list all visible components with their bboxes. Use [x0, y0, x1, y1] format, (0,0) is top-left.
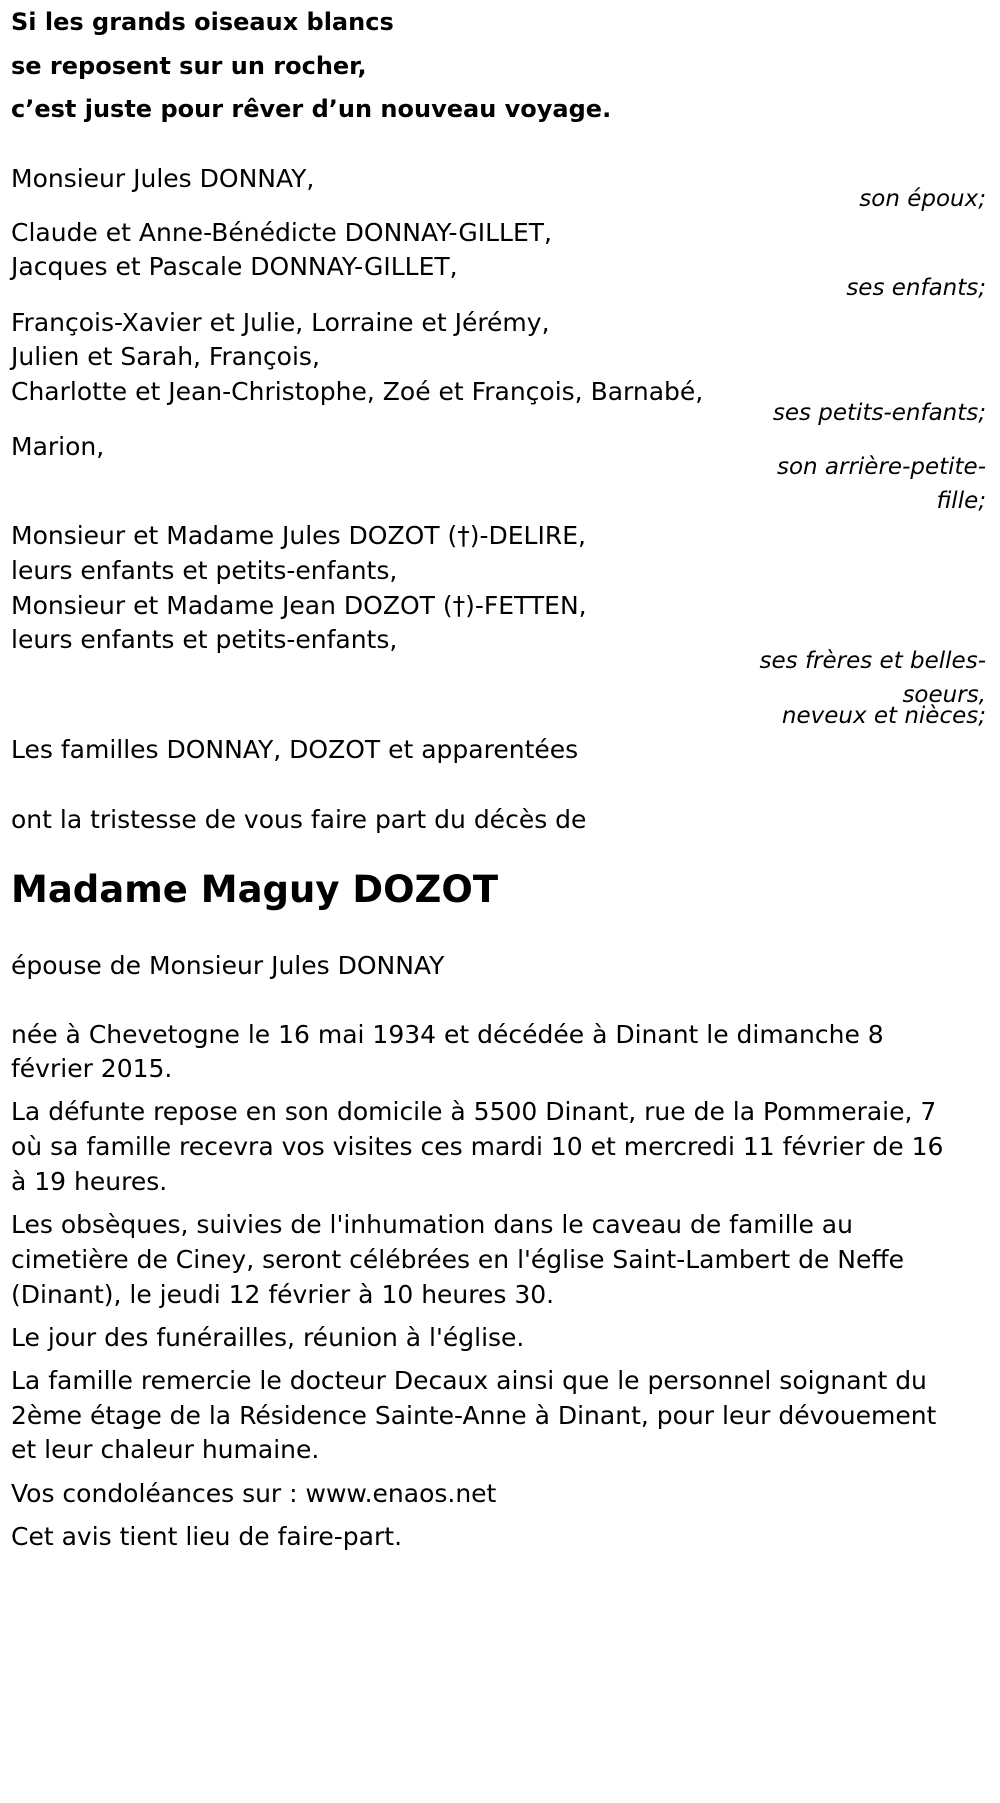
siblings-line-3: Monsieur et Madame Jean DOZOT (†)-FETTEN, — [11, 591, 587, 620]
spouse-name: Monsieur Jules DONNAY, — [11, 164, 315, 193]
birth-death-line-1: née à Chevetogne le 16 mai 1934 et décédée à Dinant le dimanche 8 — [11, 1020, 884, 1049]
great-grandchild-name: Marion, — [11, 432, 105, 461]
grandchildren-line-2: Julien et Sarah, François, — [11, 342, 320, 371]
children-role: ses enfants; — [846, 275, 986, 301]
siblings-line-2: leurs enfants et petits-enfants, — [11, 556, 398, 585]
announcement-line: ont la tristesse de vous faire part du décès de — [11, 805, 587, 834]
repose-line-3: à 19 heures. — [11, 1167, 168, 1196]
great-grandchild-role-line-2: fille; — [936, 488, 986, 514]
funeral-line-3: (Dinant), le jeudi 12 février à 10 heures 30. — [11, 1280, 555, 1309]
poem-line-1: Si les grands oiseaux blancs — [11, 8, 394, 36]
children-line-2: Jacques et Pascale DONNAY-GILLET, — [11, 252, 458, 281]
families-line: Les familles DONNAY, DOZOT et apparentées — [11, 735, 579, 764]
deceased-name: Madame Maguy DOZOT — [11, 868, 499, 911]
grandchildren-role: ses petits-enfants; — [772, 400, 986, 426]
repose-line-1: La défunte repose en son domicile à 5500 Dinant, rue de la Pommeraie, 7 — [11, 1097, 937, 1126]
spouse-of-line: épouse de Monsieur Jules DONNAY — [11, 951, 445, 980]
meeting-line: Le jour des funérailles, réunion à l'église. — [11, 1323, 525, 1352]
grandchildren-line-1: François-Xavier et Julie, Lorraine et Jérémy, — [11, 308, 550, 337]
siblings-line-1: Monsieur et Madame Jules DOZOT (†)-DELIRE, — [11, 521, 586, 550]
siblings-line-4: leurs enfants et petits-enfants, — [11, 625, 398, 654]
funeral-line-2: cimetière de Ciney, seront célébrées en l'église Saint-Lambert de Neffe — [11, 1245, 904, 1274]
repose-line-2: où sa famille recevra vos visites ces mardi 10 et mercredi 11 février de 16 — [11, 1132, 944, 1161]
thanks-line-3: et leur chaleur humaine. — [11, 1435, 320, 1464]
siblings-role-line-2: soeurs, — [902, 682, 986, 708]
spouse-role: son époux; — [859, 186, 986, 212]
siblings-role-line-1: ses frères et belles- — [759, 648, 986, 674]
birth-death-line-2: février 2015. — [11, 1054, 173, 1083]
children-line-1: Claude et Anne-Bénédicte DONNAY-GILLET, — [11, 218, 552, 247]
funeral-line-1: Les obsèques, suivies de l'inhumation dans le caveau de famille au — [11, 1210, 853, 1239]
thanks-line-2: 2ème étage de la Résidence Sainte-Anne à Dinant, pour leur dévouement — [11, 1401, 937, 1430]
notice-line: Cet avis tient lieu de faire-part. — [11, 1522, 403, 1551]
siblings-role-line-3: neveux et nièces; — [781, 703, 986, 729]
grandchildren-line-3: Charlotte et Jean-Christophe, Zoé et François, Barnabé, — [11, 377, 704, 406]
poem-line-2: se reposent sur un rocher, — [11, 52, 367, 80]
poem-line-3: c’est juste pour rêver d’un nouveau voyage. — [11, 95, 612, 123]
condolences-line: Vos condoléances sur : www.enaos.net — [11, 1479, 497, 1508]
great-grandchild-role-line-1: son arrière-petite- — [776, 454, 986, 480]
thanks-line-1: La famille remercie le docteur Decaux ainsi que le personnel soignant du — [11, 1366, 927, 1395]
